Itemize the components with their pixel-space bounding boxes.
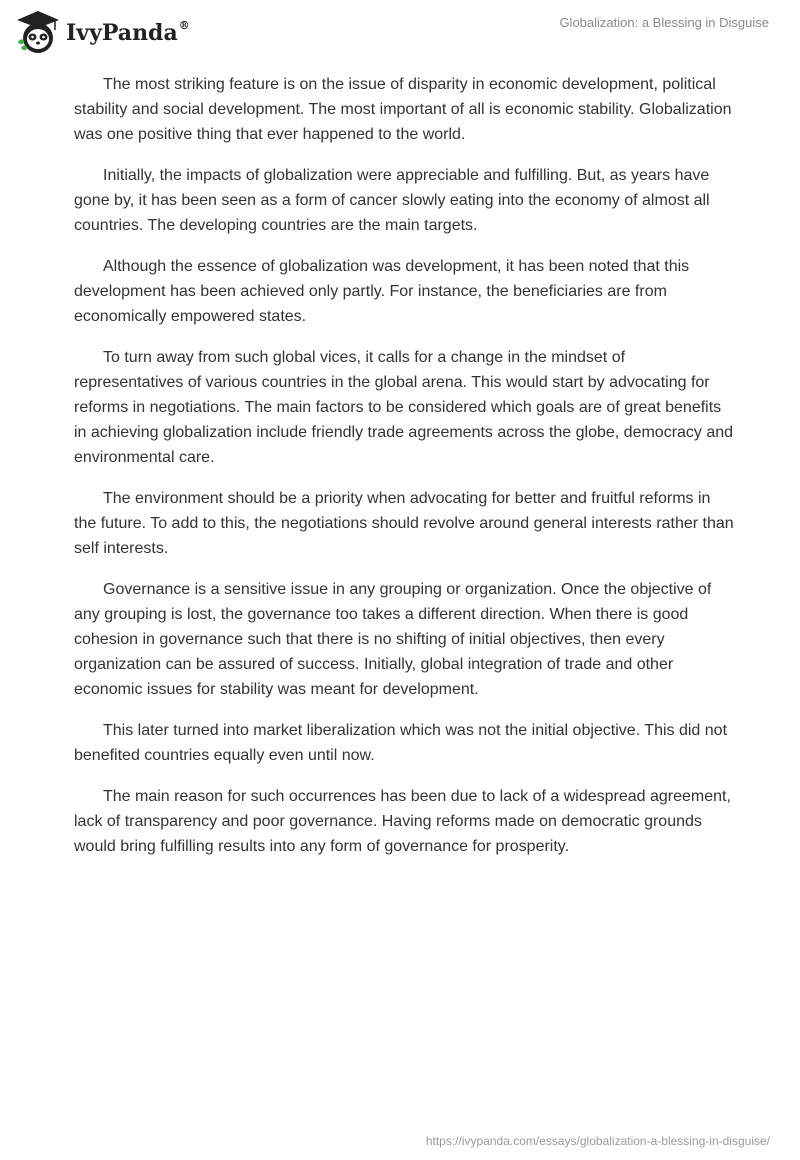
paragraph: Initially, the impacts of globalization were appreciable and fulfilling. But, as years have gone by, it has been seen as a form of cancer slowly eating into the economy of almost all countries. The developing countries are the main targets. (74, 167, 710, 234)
paragraph: The main reason for such occurrences has been due to lack of a widespread agreement, lack of transparency and poor governance. Having reforms made on democratic grounds would bring fulfilling results into any form of governance for prosperity. (74, 788, 731, 855)
ivypanda-logo[interactable] (14, 8, 190, 56)
paragraph: This later turned into market liberalization which was not the initial objective. This did not benefited countries equally even until now. (74, 722, 728, 764)
document-title: Globalization: a Blessing in Disguise (559, 15, 769, 30)
panda-graduate-icon (14, 8, 62, 56)
paragraph: Governance is a sensitive issue in any grouping or organization. Once the objective of any grouping is lost, the governance too takes a different direction. When there is good cohesion in governance such that there is no shifting of initial objectives, then every organization can be assured of success. Initially, global integration of trade and other economic issues for stability was meant for development. (74, 581, 712, 698)
paragraph: To turn away from such global vices, it calls for a change in the mindset of representatives of various countries in the global arena. This would start by advocating for reforms in negotiations. The main factors to be considered which goals are of great benefits in achieving globalization include friendly trade agreements across the globe, democracy and environmental care. (74, 349, 734, 466)
essay-body (74, 72, 734, 875)
brand-name: IvyPanda® (66, 18, 190, 46)
paragraph: The environment should be a priority when advocating for better and fruitful reforms in the future. To add to this, the negotiations should revolve around general interests rather than self interests. (74, 490, 734, 557)
paragraph: Although the essence of globalization was development, it has been noted that this development has been achieved only partly. For instance, the beneficiaries are from economically empowered states. (74, 258, 690, 325)
page-header (0, 0, 800, 70)
source-url[interactable]: https://ivypanda.com/essays/globalization-a-blessing-in-disguise/ (425, 1134, 770, 1148)
paragraph: The most striking feature is on the issue of disparity in economic development, political stability and social development. The most important of all is economic stability. Globalization was one positive thing that ever happened to the world. (74, 76, 732, 143)
